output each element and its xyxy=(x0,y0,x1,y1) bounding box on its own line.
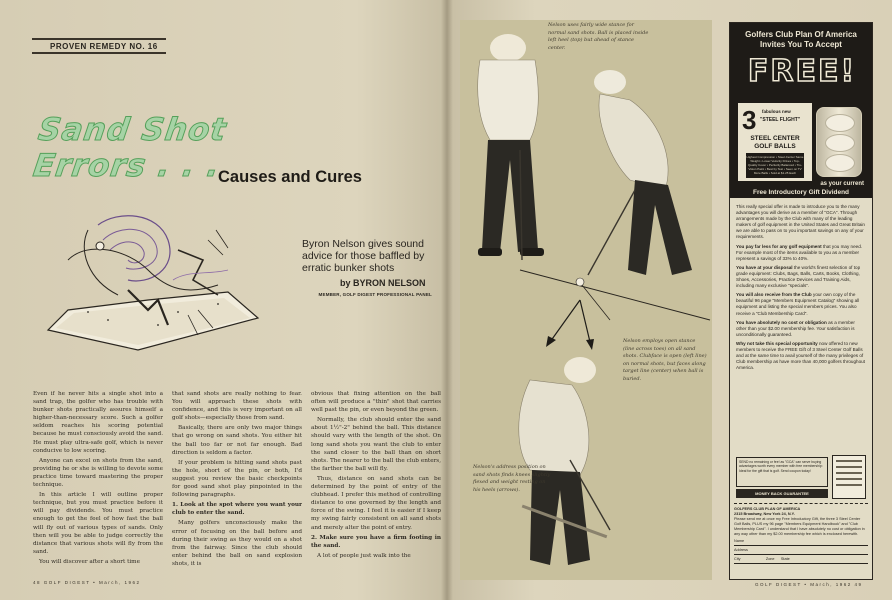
instruction-photos xyxy=(460,20,712,580)
paragraph: obvious that fixing attention on the ball often will produce a "thin" shot that carries well past the pin, or even beyond the green. xyxy=(311,391,441,414)
photo-caption-address: Nelson's address position on sand shots finds knees slightly flexed and weight resting on his heels (arrows). xyxy=(473,464,551,493)
photo-caption-open-stance: Nelson employs open stance (line across toes) on all sand shots. Clubface is open (left line) on normal shots, but faces along target line (center) when ball is buried. xyxy=(623,338,707,382)
coupon-address-2: 2315 Broadway, New York 24, N.Y. xyxy=(734,512,795,516)
ad-gift-dividend: Free Introductory Gift Dividend xyxy=(752,189,850,196)
series-label: PROVEN REMEDY NO. 16 xyxy=(32,38,166,54)
golfer-photo-sequence xyxy=(460,20,712,580)
order-coupon[interactable] xyxy=(734,503,868,575)
ad-paragraph: You pay far less for any golf equipment that you may need. For example most of the items available to you as a member represent a savings of 33% to 40%. xyxy=(736,243,863,261)
ad-three: 3 xyxy=(742,105,757,135)
body-column-3 xyxy=(311,390,441,575)
ad-body xyxy=(730,198,872,371)
coupon-city-field[interactable]: City Zone State xyxy=(734,555,868,564)
paragraph: You will discover after a short time xyxy=(39,558,140,565)
ad-fabulous: fabulous new xyxy=(762,109,791,114)
sand-shot-illustration xyxy=(28,200,278,365)
ad-paragraph: You have absolutely no cost or obligation as a member other than your $2.00 membership fee. Your satisfaction is unconditionally guaranteed. xyxy=(736,319,855,337)
ad-title: Golfers Club Plan Of America Invites You To Accept xyxy=(745,30,857,49)
paragraph: A lot of people just walk into the xyxy=(317,552,411,559)
ad-specs: Highest Compression • Steel-Center Same Weight • Lower Velocity Drives • Top-Quality Cover • Perfectly Balanced • Tru-Vision Paint • Best by Test • Seen on TV More Balls • Sold at $1.25 Each xyxy=(746,153,804,178)
body-column-2 xyxy=(172,390,302,575)
article-dek: Byron Nelson gives sound advice for those baffled by erratic bunker shots xyxy=(302,238,425,274)
paragraph: Normally, the club should enter the sand about 1½"-2" behind the ball. This distance should vary with the length of the shot. On long sand shots you want the club to enter the sand closer to the ball than on short shots. The nearer to the ball the club enters, the farther the ball will fly. xyxy=(311,417,441,472)
paragraph: Many golfers unconsciously make the error of focusing on the ball before and during their swing as they would on a shot from the fairway. Since the club should enter behind the ball on sand explosion shots, it is xyxy=(172,520,302,567)
body-column-1 xyxy=(33,390,163,575)
checkpoint-heading: 2. Make sure you have a firm footing in the sand. xyxy=(311,534,441,549)
left-folio: 48 GOLF DIGEST • March, 1962 xyxy=(33,580,141,585)
paragraph: Anyone can excel on shots from the sand, providing he or she is willing to devote some practice time toward mastering the proper technique. xyxy=(33,457,163,489)
paragraph: Even if he never hits a single shot into a sand trap, the golfer who has trouble with bunker shots practically assures himself a higher-than-necessary score. Such a golfer seldom reaches his scoring potential because he must consciously avoid the sand. He must play ultra-safe golf, which is never conducive to low scoring. xyxy=(33,391,163,454)
coupon-text: Please send me at once my Free Introductory Gift, the three 3 Steel Center Golf Balls, PLUS my 96 page "Members Equipment Handbook" and "Club Membership Card". I understand that I have absolutely no cost or obligation in any way other than my $2.00 membership fee which is enclosed herewith. xyxy=(734,517,865,536)
paragraph: that sand shots are really nothing to fear. You will approach these shots with confidence, and this is very important on all golf shots—especially those from sand. xyxy=(172,391,302,422)
ad-mini-notice: SEND no remaining or fee! as "GCA" can serve buying advantages worth every member with free membership: Ideal for the gift that is golf. Send coupon today! xyxy=(736,457,828,487)
right-folio: GOLF DIGEST • March, 1962 49 xyxy=(755,582,863,587)
catalog-thumbnail xyxy=(832,455,866,499)
article-subhead: Causes and Cures xyxy=(218,168,362,186)
ad-product-box xyxy=(738,103,812,181)
coupon-name-field[interactable]: Name xyxy=(734,537,868,546)
ad-header xyxy=(730,23,872,198)
ad-product-name: STEEL CENTER GOLF BALLS xyxy=(750,135,800,150)
paragraph: Thus, distance on sand shots can be determined by the point of entry of the clubhead. I prefer this method of controlling distance to one governed by the length and force of the swing. I feel it is easier if I keep my swing fairly consistent on all sand shots and merely alter the point of entry. xyxy=(311,475,441,531)
checkpoint-heading: 1. Look at the spot where you want your club to enter the sand. xyxy=(172,502,302,517)
money-back-guarantee: MONEY BACK GUARANTEE xyxy=(736,489,828,498)
coupon-address-1: GOLFERS CLUB PLAN OF AMERICA xyxy=(734,507,801,511)
byline: by BYRON NELSON xyxy=(340,278,426,288)
golf-ball-tube-image xyxy=(816,107,862,177)
golfers-club-advertisement xyxy=(729,22,873,580)
ad-paragraph: Why not take this special opportunity now offered to new members to receive the FREE Gift of 3 Steel Center Golf Balls and at the same time to avail yourself of the many privileges of Club membership as have more than 40,000 golfers throughout America. xyxy=(736,340,865,371)
article-headline: Sand Shot Errors . . . xyxy=(30,112,229,184)
ad-paragraph: This really special offer is made to introduce you to the many advantages you will derive as a member of "GCA". Through arrangements made by the Club with many of the leading makers of golf equipment in the United States and Great Britain we are able to pass on to you important savings on any of your requirements. xyxy=(736,204,865,240)
ad-free-banner: FREE! xyxy=(740,55,864,89)
coupon-address-field[interactable]: Address xyxy=(734,546,868,555)
ad-paragraph: You will also receive from the Club your own copy of the beautiful 96 page "Members Equipment Catalog" showing all equipment and listing the special members prices. You also receive a "Club Membership Card". xyxy=(736,292,860,316)
photo-caption-stance: Nelson uses fairly wide stance for normal sand shots. Ball is placed inside left heel (top) but ahead of stance center. xyxy=(548,22,649,51)
ad-paragraph: You have at your disposal the world's finest selection of top grade equipment: Clubs, Bags, Balls, Carts, Books, Clothing, Shoes, Accessories, Practice Devices and Training Aids, including many exclusive "specials". xyxy=(736,264,861,289)
paragraph: Basically, there are only two major things that go wrong on sand shots. You either hit the ball too far or not far enough. Bad direction is seldom a factor. xyxy=(172,425,302,456)
author-credential: MEMBER, GOLF DIGEST PROFESSIONAL PANEL xyxy=(318,292,432,297)
paragraph: In this article I will outline proper technique, but you must practice before it will pay dividends. You must practice enough to get the feel of how fast the ball will fly out of various types of sands. Only then will you be able to judge correctly the distance that various shots will fly from the sand. xyxy=(33,492,163,555)
left-page xyxy=(0,0,445,600)
paragraph: If your problem is hitting sand shots past the hole, short of the pin, or both, I'd suggest you review the basic checkpoints for good sand shot play pinpointed in the following paragraphs. xyxy=(172,459,302,499)
ad-as-current: as your current xyxy=(820,181,864,187)
ad-steel-flight: "STEEL FLIGHT" xyxy=(760,117,801,123)
